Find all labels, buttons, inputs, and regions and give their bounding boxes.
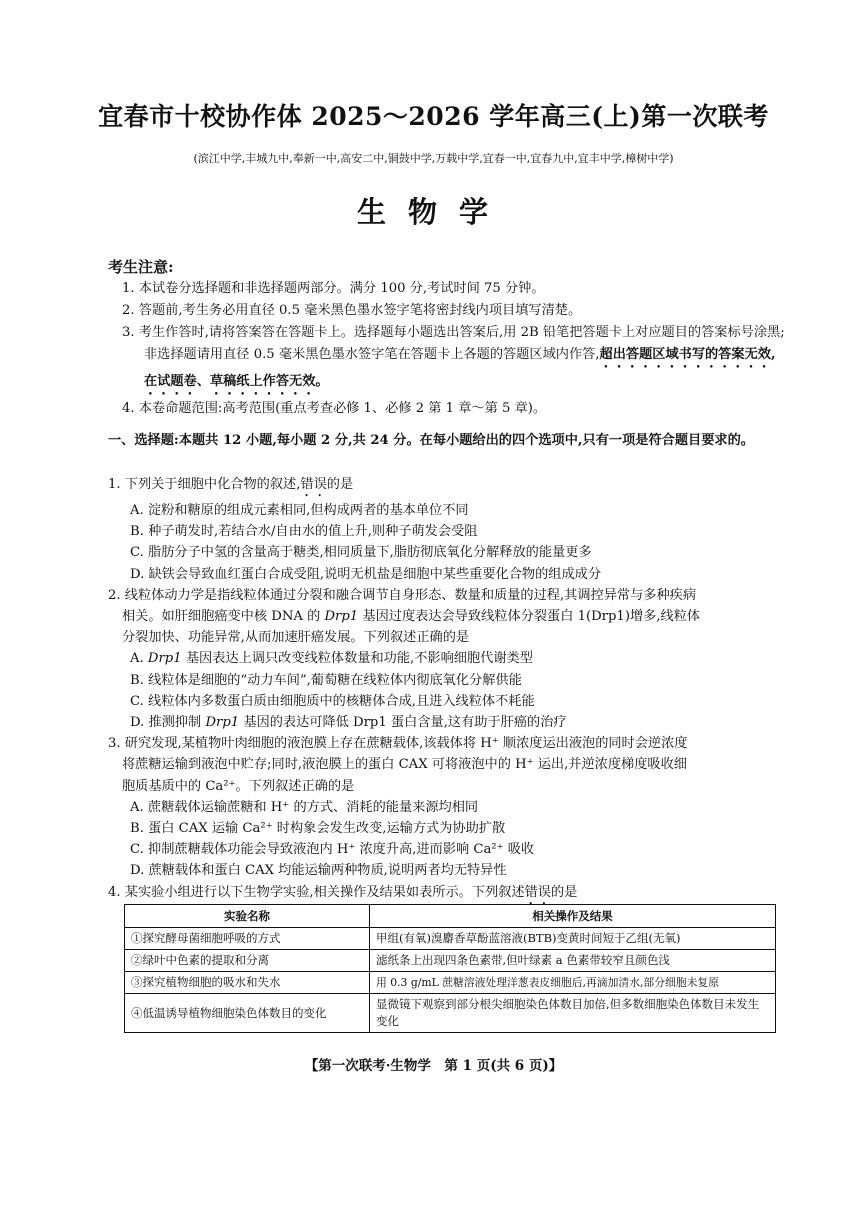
notice-item-3 xyxy=(108,322,788,398)
question-1-stem xyxy=(108,474,792,500)
question-2-stem-text-a: 相关。如肝细胞癌变中核 DNA 的 xyxy=(122,609,325,625)
table-row xyxy=(125,994,776,1033)
question-3 xyxy=(108,733,792,881)
question-2-stem-line-2 xyxy=(108,606,792,627)
gene-name: Drp1 xyxy=(205,715,240,731)
notice-item-3-emphasis: 超出答题区域书写的答案无效,在试题卷、草稿纸上作答无效。 xyxy=(144,347,776,389)
question-3-stem-line-1: 3. 研究发现,某植物叶肉细胞的液泡膜上存在蔗糖载体,该载体将 H⁺ 顺浓度运出液泡的同时会逆浓度 xyxy=(108,736,688,752)
question-2 xyxy=(108,585,792,733)
table-cell: ③探究植物细胞的吸水和失水 xyxy=(125,972,370,994)
section-heading xyxy=(108,430,816,452)
question-4-stem-text: 4. 某实验小组进行以下生物学实验,相关操作及结果如表所示。下列叙述 xyxy=(108,884,525,900)
table-cell: ④低温诱导植物细胞染色体数目的变化 xyxy=(125,994,370,1033)
table-header-cell: 实验名称 xyxy=(125,905,370,928)
question-3-option-a: A. 蔗糖载体运输蔗糖和 H⁺ 的方式、消耗的能量来源均相同 xyxy=(130,799,479,815)
table-cell: ①探究酵母菌细胞呼吸的方式 xyxy=(125,928,370,950)
table-row xyxy=(125,950,776,972)
question-1 xyxy=(108,474,792,585)
option-d-label: D. 推测抑制 xyxy=(130,715,206,731)
question-2-stem-line-3: 分裂加快、功能异常,从而加速肝癌发展。下列叙述正确的是 xyxy=(122,630,470,646)
question-1-option-b: B. 种子萌发时,若结合水/自由水的值上升,则种子萌发会受阻 xyxy=(130,524,478,540)
table-row xyxy=(125,972,776,994)
question-3-stem-line-2: 将蔗糖运输到液泡中贮存;同时,液泡膜上的蛋白 CAX 可将液泡中的 H⁺ 运出,并逆浓度梯度吸收细 xyxy=(122,757,687,773)
question-1-emphasis: 错误 xyxy=(300,477,327,492)
question-3-option-b: B. 蛋白 CAX 运输 Ca²⁺ 时构象会发生改变,运输方式为协助扩散 xyxy=(130,821,506,837)
option-a-text: 基因表达上调只改变线粒体数量和功能,不影响细胞代谢类型 xyxy=(181,651,533,667)
question-1-stem-text: 1. 下列关于细胞中化合物的叙述, xyxy=(108,477,301,492)
table-cell: 甲组(有氧)溴麝香草酚蓝溶液(BTB)变黄时间短于乙组(无氧) xyxy=(370,928,776,950)
question-2-stem-line-1: 2. 线粒体动力学是指线粒体通过分裂和融合调节自身形态、数量和质量的过程,其调控异常与多种疾病 xyxy=(108,587,697,603)
subject-title: 生物学 xyxy=(356,195,510,229)
notice-title: 考生注意: xyxy=(108,258,174,276)
table-cell: 用 0.3 g/mL 蔗糖溶液处理洋葱表皮细胞后,再滴加清水,部分细胞未复原 xyxy=(370,972,776,994)
question-2-option-c: C. 线粒体内多数蛋白质由细胞质中的核糖体合成,且进入线粒体不耗能 xyxy=(130,693,535,709)
table-header-cell: 相关操作及结果 xyxy=(370,905,776,928)
gene-name: Drp1 xyxy=(324,609,359,625)
experiment-table xyxy=(124,904,776,1033)
question-3-stem-line-3: 胞质基质中的 Ca²⁺。下列叙述正确的是 xyxy=(122,778,355,794)
table-row xyxy=(125,928,776,950)
question-2-option-d xyxy=(108,712,792,733)
question-4-emphasis: 错误 xyxy=(524,884,551,900)
table-header-row xyxy=(125,905,776,928)
gene-name: Drp1 xyxy=(147,651,182,667)
exam-title: 宜春市十校协作体 2025～2026 学年高三(上)第一次联考 xyxy=(98,102,769,131)
option-d-text: 基因的表达可降低 Drp1 蛋白含量,这有助于肝癌的治疗 xyxy=(239,715,567,731)
question-1-option-d: D. 缺铁会导致血红蛋白合成受阻,说明无机盐是细胞中某些重要化合物的组成成分 xyxy=(130,566,602,582)
question-1-option-a: A. 淀粉和糖原的组成元素相同,但构成两者的基本单位不同 xyxy=(130,503,469,518)
table-cell: 滤纸条上出现四条色素带,但叶绿素 a 色素带较窄且颜色浅 xyxy=(370,950,776,972)
section-heading-text: 一、选择题:本题共 12 小题,每小题 2 分,共 24 分。在每小题给出的四个选项中,只有一项是符合题目要求的。 xyxy=(108,433,754,448)
table-cell: ②绿叶中色素的提取和分离 xyxy=(125,950,370,972)
question-1-option-c: C. 脂肪分子中氢的含量高于糖类,相同质量下,脂肪彻底氧化分解释放的能量更多 xyxy=(130,545,592,561)
question-2-option-b: B. 线粒体是细胞的“动力车间”,葡萄糖在线粒体内彻底氧化分解供能 xyxy=(130,672,522,688)
question-4-stem-end: 的是 xyxy=(550,884,578,900)
question-2-stem-text-b: 基因过度表达会导致线粒体分裂蛋白 1(Drp1)增多,线粒体 xyxy=(358,609,701,625)
question-3-option-d: D. 蔗糖载体和蛋白 CAX 均能运输两种物质,说明两者均无特异性 xyxy=(130,863,507,879)
notice-item-1: 1. 本试卷分选择题和非选择题两部分。满分 100 分,考试时间 75 分钟。 xyxy=(122,281,545,296)
question-1-stem-end: 的是 xyxy=(326,477,354,492)
page-footer: 【第一次联考·生物学 第 1 页(共 6 页)】 xyxy=(304,1058,563,1074)
notice-item-2: 2. 答题前,考生务必用直径 0.5 毫米黑色墨水签字笔将密封线内项目填写清楚。 xyxy=(122,303,582,318)
questions xyxy=(108,474,792,908)
notice-item-3-text: 3. 考生作答时,请将答案答在答题卡上。选择题每小题选出答案后,用 2B 铅笔把答题卡上对应题目的答案标号涂黑;非选择题请用直径 0.5 毫米黑色墨水签字笔在答题卡上各题的答题区域内作答, xyxy=(122,325,785,362)
school-list: (滨江中学,丰城九中,奉新一中,高安二中,铜鼓中学,万载中学,宜春一中,宜春九中,宜丰中学,樟树中学) xyxy=(193,152,674,165)
question-2-option-a xyxy=(108,648,792,669)
option-a-label: A. xyxy=(130,651,148,667)
notice-list xyxy=(108,278,788,420)
table-cell: 显微镜下观察到部分根尖细胞染色体数目加倍,但多数细胞染色体数目未发生变化 xyxy=(370,994,776,1033)
question-3-option-c: C. 抑制蔗糖载体功能会导致液泡内 H⁺ 浓度升高,进而影响 Ca²⁺ 吸收 xyxy=(130,842,535,858)
notice-item-4: 4. 本卷命题范围:高考范围(重点考查必修 1、必修 2 第 1 章～第 5 章)。 xyxy=(122,401,547,416)
